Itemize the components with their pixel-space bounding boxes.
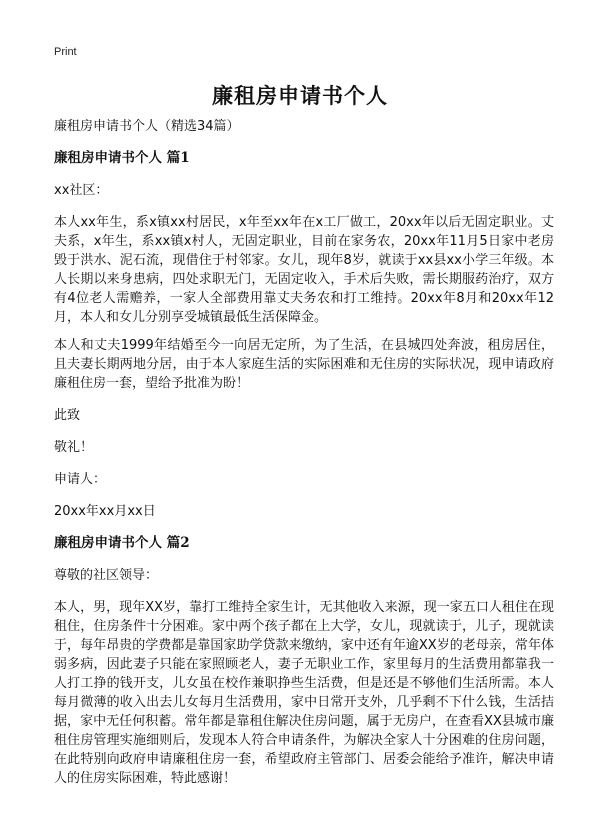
paragraph: 本人和丈夫1999年结婚至今一向居无定所，为了生活，在县城四处奔波，租房居住，且夫妻长期两地分居，由于本人家庭生活的实际困难和无住房的实际状况，现申请政府廉租住房一套，望给予批准为盼！ — [54, 338, 554, 391]
date-line: 20xx年xx月xx日 — [54, 504, 156, 519]
salutation: 尊敬的社区领导： — [54, 568, 159, 583]
salutation: xx社区： — [54, 183, 109, 198]
document-body — [54, 118, 554, 797]
document-subtitle: 廉租房申请书个人（精选34篇） — [54, 119, 240, 134]
closing-line: 此致 — [54, 408, 81, 423]
paragraph: 本人xx年生，系x镇xx村居民，x年至xx年在x工厂做工，20xx年以后无固定职业。丈夫系，x年生，系xx镇x村人，无固定职业，目前在家务农，20xx年11月5日家中老房毁于洪水、泥石流，现借住于村邻家。女儿，现年8岁，就读于xx县xx小学三年级。本人长期以来身患病，四处求职无门，无固定收入，手术后失败，需长期服药治疗，双方有4位老人需赡养，一家人全部费用靠丈夫务农和打工维持。20xx年8月和20xx年12月，本人和女儿分别享受城镇最低生活保障金。 — [54, 215, 555, 325]
section-2 — [54, 534, 554, 788]
document-title: 廉租房申请书个人 — [212, 84, 388, 108]
print-link[interactable]: Print — [54, 46, 77, 58]
section-1 — [54, 149, 554, 521]
paragraph: 本人，男，现年XX岁，靠打工维持全家生计，无其他收入来源，现一家五口人租住在现租住，住房条件十分困难。家中两个孩子都在上大学，女儿，现就读于，儿子，现就读于，每年昂贵的学费都是靠国家助学贷款来缴纳，家中还有年逾XX岁的老母亲，常年体弱多病，因此妻子只能在家照顾老人，妻子无职业工作，家里每月的生活费用都靠我一人打工挣的钱开支，儿女虽在校作兼职挣些生活费，但是还是不够他们生活所需。本人每月微薄的收入出去儿女每月生活费用，家中日常开支外，几乎剩不下什么钱，生活拮据，家中无任何积蓄。常年都是靠租住解决住房问题，属于无房户，在查看XX县城市廉租住房管理实施细则后，发现本人符合申请条件，为解决全家人十分困难的住房问题，在此特别向政府申请廉租住房一套，希望政府主管部门、居委会能给予准许，解决申请人的住房实际困难，特此感谢！ — [54, 600, 554, 786]
closing-line: 敬礼！ — [54, 440, 94, 455]
section-heading: 廉租房申请书个人 篇2 — [54, 535, 190, 551]
section-heading: 廉租房申请书个人 篇1 — [54, 150, 190, 166]
applicant-line: 申请人： — [54, 472, 107, 487]
